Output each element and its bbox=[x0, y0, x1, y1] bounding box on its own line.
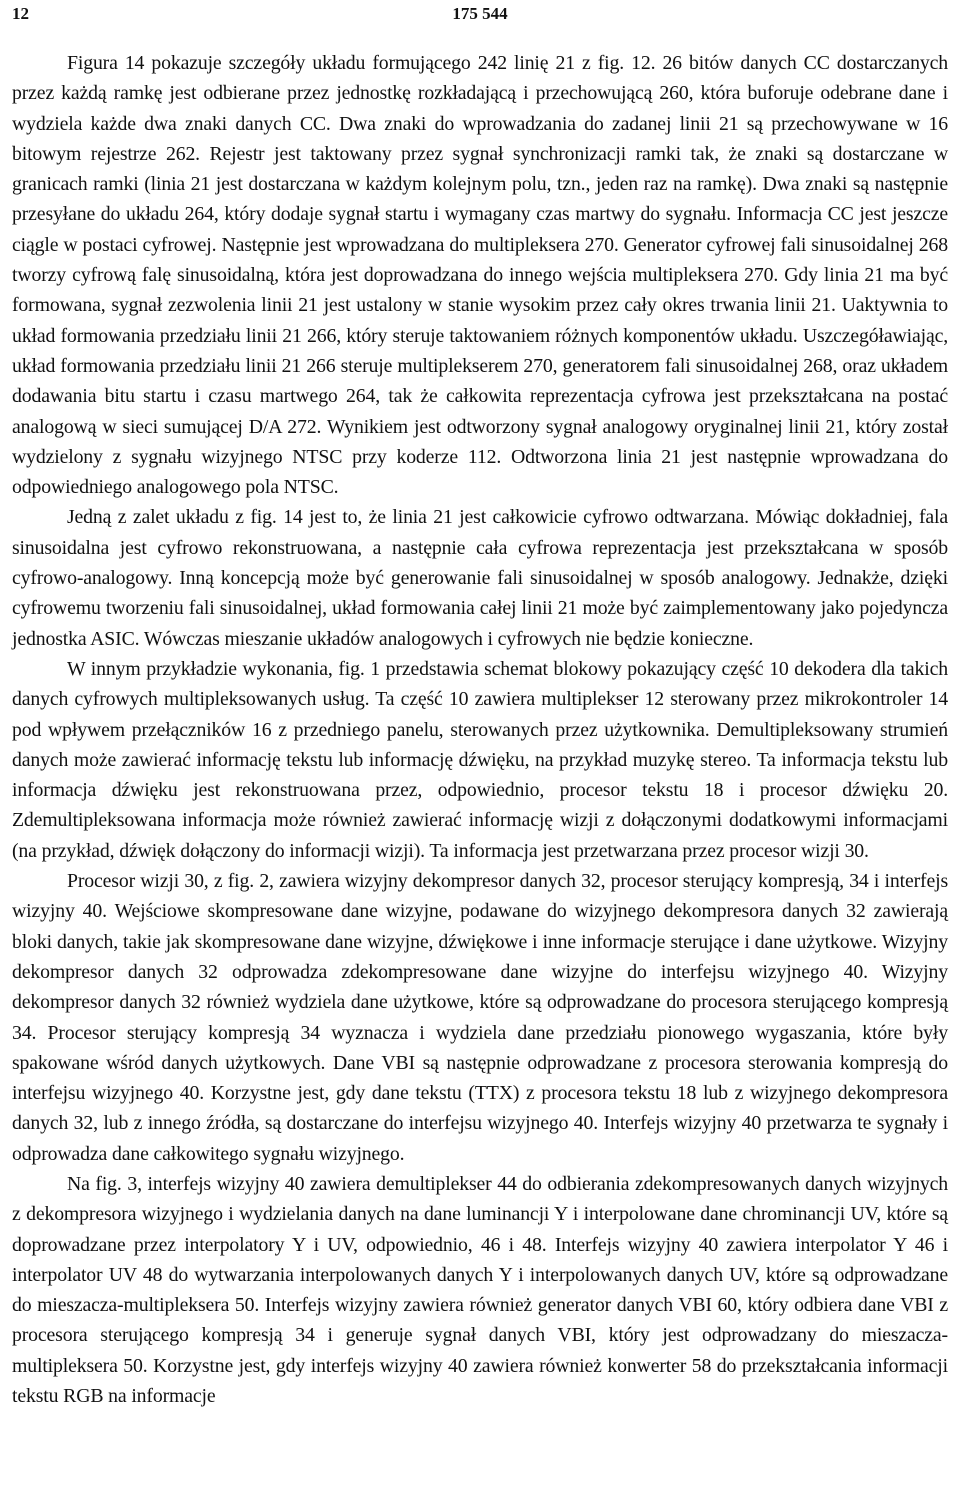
paragraph: Figura 14 pokazuje szczegóły układu formującego 242 linię 21 z fig. 12. 26 bitów danych CC dostarczanych przez każdą ramkę jest odbierane przez jednostkę rozkładającą i przechowującą 260, która buforuje odebrane dane i wydziela każde dwa znaki danych CC. Dwa znaki do wprowadzania do zadanej linii 21 są przechowywane w 16 bitowym rejestrze 262. Rejestr jest taktowany przez sygnał synchronizacji ramki tak, że znaki są dostarczane w granicach ramki (linia 21 jest dostarczana w każdym kolejnym polu, tzn., jeden raz na ramkę). Dwa znaki są następnie przesyłane do układu 264, który dodaje sygnał startu i wymagany czas martwy do sygnału. Informacja CC jest jeszcze ciągle w postaci cyfrowej. Następnie jest wprowadzana do multipleksera 270. Generator cyfrowej fali sinusoidalnej 268 tworzy cyfrową falę sinusoidalną, która jest doprowadzana do innego wejścia multipleksera 270. Gdy linia 21 ma być formowana, sygnał zezwolenia linii 21 jest ustalony w stanie wysokim przez cały okres trwania linii 21. Uaktywnia to układ formowania przedziału linii 21 266, który steruje taktowaniem różnych komponentów układu. Uszczegóławiając, układ formowania przedziału linii 21 266 steruje multiplekserem 270, generatorem fali sinusoidalnej 268, oraz układem dodawania bitu startu i czasu martwego 264, tak że całkowita reprezentacja cyfrowa jest przekształcana na postać analogową w sieci sumującej D/A 272. Wynikiem jest odtworzony sygnał analogowy oryginalnej linii 21, który został wydzielony z sygnału wizyjnego NTSC przy koderze 112. Odtworzona linia 21 jest następnie wprowadzana do odpowiedniego analogowego pola NTSC. bbox=[12, 52, 948, 499]
paragraph: W innym przykładzie wykonania, fig. 1 przedstawia schemat blokowy pokazujący część 10 dekodera dla takich danych cyfrowych multipleksowanych usług. Ta część 10 zawiera multiplekser 12 sterowany przez mikrokontroler 14 pod wpływem przełączników 16 z przedniego panelu, sterowanych przez użytkownika. Demultipleksowany strumień danych może zawierać informację tekstu lub informację dźwięku, na przykład muzykę stereo. Ta informacja tekstu lub informacja dźwięku jest rekonstruowana przez, odpowiednio, procesor tekstu 18 i procesor dźwięku 20. Zdemultipleksowana informacja może również zawierać informację wizji z dołączonymi dodatkowymi informacjami (na przykład, dźwięk dołączony do informacji wizji). Ta informacja jest przetwarzana przez procesor wizji 30. bbox=[12, 657, 948, 862]
page-number: 12 bbox=[12, 4, 29, 23]
document-number: 175 544 bbox=[452, 4, 508, 23]
paragraph: Jedną z zalet układu z fig. 14 jest to, że linia 21 jest całkowicie cyfrowo odtwarzana. Mówiąc dokładniej, fala sinusoidalna jest cyfrowo rekonstruowana, a następnie cała cyfrowa reprezentacja jest przekształcana w sposób cyfrowo-analogowy. Inną koncepcją może być generowanie fali sinusoidalnej w sposób analogowy. Jednakże, dzięki cyfrowemu tworzeniu fali sinusoidalnej, układ formowania całej linii 21 może być zaimplementowany jako pojedyncza jednostka ASIC. Wówczas mieszanie układów analogowych i cyfrowych nie będzie konieczne. bbox=[12, 506, 948, 650]
page-header bbox=[12, 0, 948, 28]
paragraph: Na fig. 3, interfejs wizyjny 40 zawiera demultiplekser 44 do odbierania zdekompresowanych danych wizyjnych z dekompresora wizyjnego i wydzielania danych na dane luminancji Y i interpolowane dane chrominancji UV, które są doprowadzane przez interpolatory Y i UV, odpowiednio, 46 i 48. Interfejs wizyjny 40 zawiera interpolator Y 46 i interpolator UV 48 do wytwarzania interpolowanych danych Y i interpolowanych danych UV, które są odprowadzane do mieszacza-multipleksera 50. Interfejs wizyjny zawiera również generator danych VBI 60, który odbiera dane VBI z procesora sterującego kompresją 34 i generuje sygnał danych VBI, który jest odprowadzany do mieszacza-multipleksera 50. Korzystne jest, gdy interfejs wizyjny 40 zawiera również konwerter 58 do przekształcania informacji tekstu RGB na informacje bbox=[12, 1172, 948, 1408]
paragraph: Procesor wizji 30, z fig. 2, zawiera wizyjny dekompresor danych 32, procesor sterujący kompresją, 34 i interfejs wizyjny 40. Wejściowe skompresowane dane wizyjne, podawane do wizyjnego dekompresora danych 32 zawierają bloki danych, takie jak skompresowane dane wizyjne, dźwiękowe i inne informacje sterujące i dane użytkowe. Wizyjny dekompresor danych 32 odprowadza zdekompresowane dane wizyjne do interfejsu wizyjnego 40. Wizyjny dekompresor danych 32 również wydziela dane użytkowe, które są odprowadzane do procesora sterującego kompresją 34. Procesor sterujący kompresją 34 wyznacza i wydziela dane przedziału pionowego wygaszania, które były spakowane wśród danych użytkowych. Dane VBI są następnie odprowadzane z procesora sterowania kompresją do interfejsu wizyjnego 40. Korzystne jest, gdy dane tekstu (TTX) z procesora tekstu 18 lub z wizyjnego dekompresora danych 32, lub z innego źródła, są dostarczane do interfejsu wizyjnego 40. Interfejs wizyjny 40 przetwarza te sygnały i odprowadza dane całkowitego sygnału wizyjnego. bbox=[12, 870, 948, 1165]
body-text bbox=[12, 48, 948, 1411]
